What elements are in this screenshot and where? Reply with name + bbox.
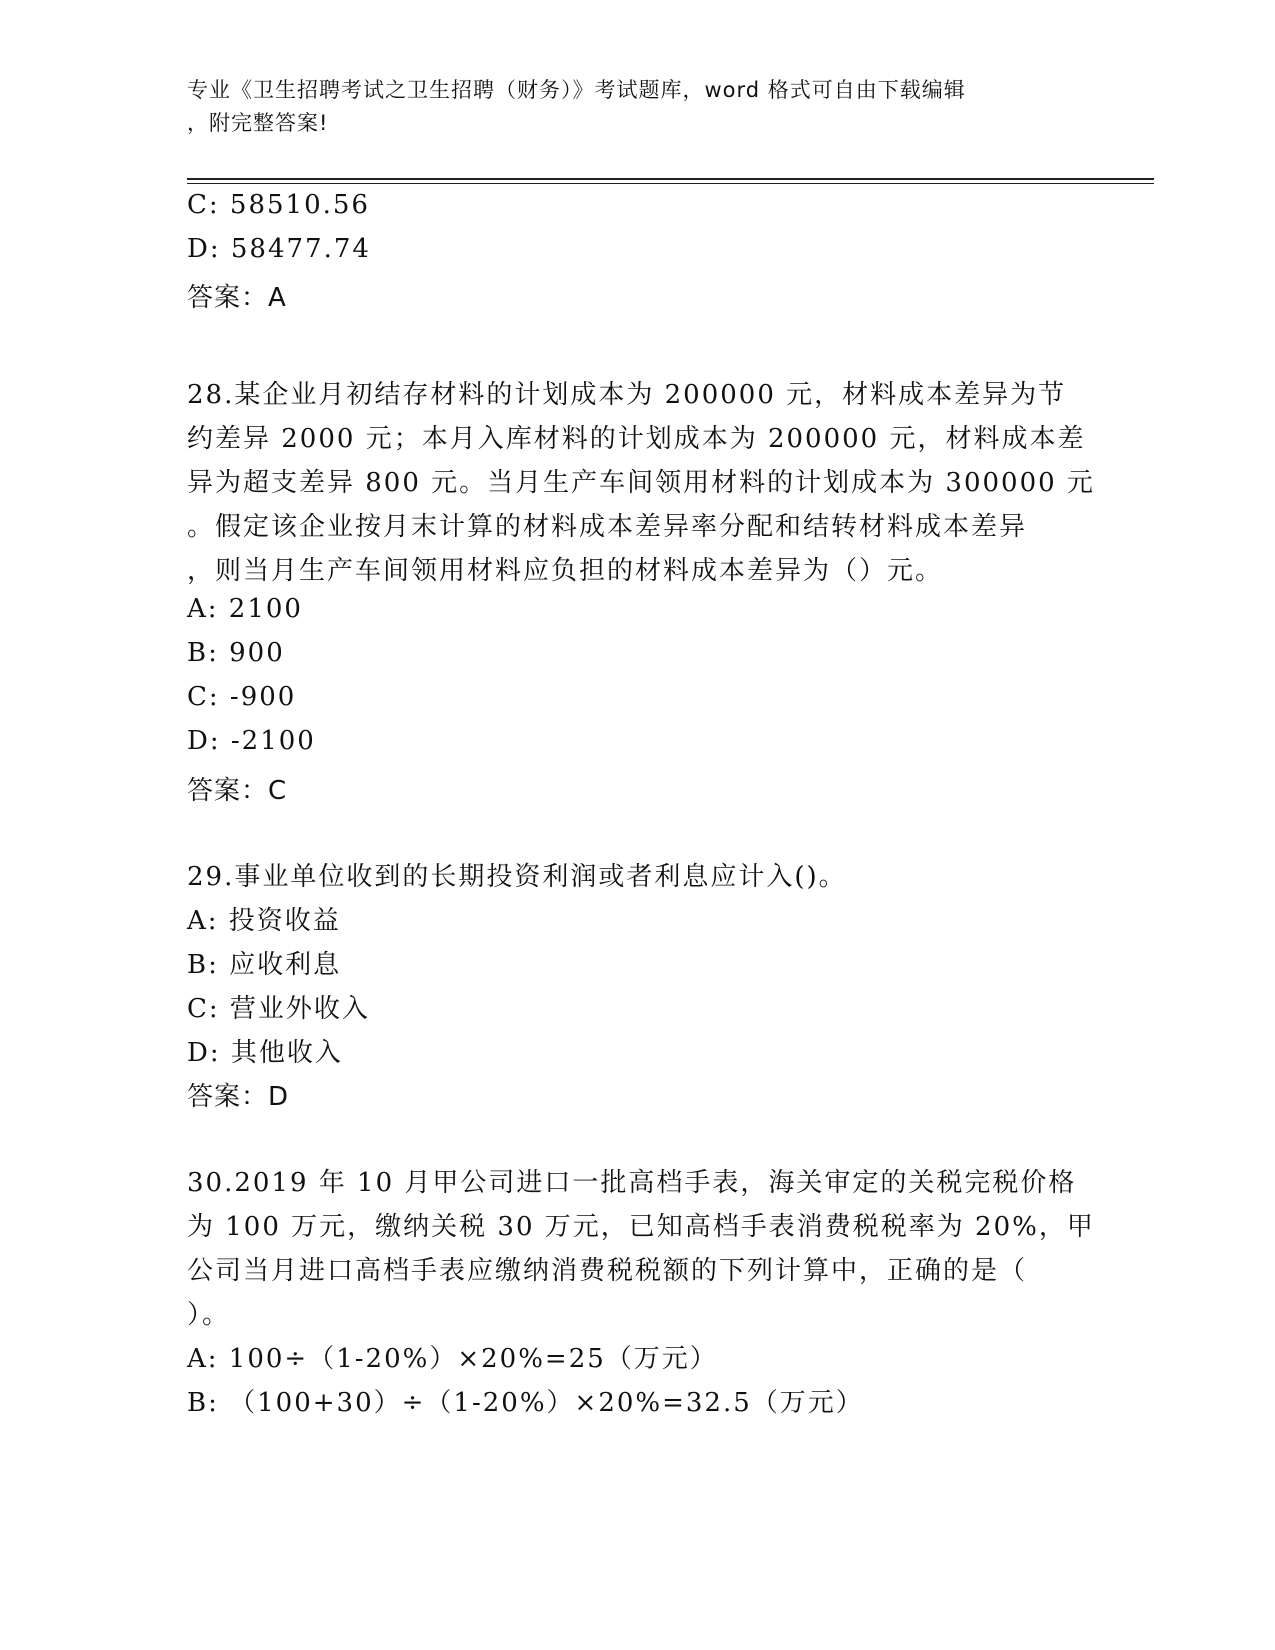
q28-stem-line: 28.某企业月初结存材料的计划成本为 200000 元，材料成本差异为节: [187, 380, 1067, 410]
q30-option-a: A: 100÷（1-20%）×20%=25（万元）: [187, 1344, 718, 1374]
q28-option-d: D: -2100: [187, 726, 316, 756]
q28-stem-line: ，则当月生产车间领用材料应负担的材料成本差异为（）元。: [187, 556, 944, 586]
prev-option-d: D: 58477.74: [187, 234, 371, 264]
q28-option-a: A: 2100: [187, 594, 303, 624]
prev-answer: 答案：A: [187, 283, 287, 313]
q29-option-b: B: 应收利息: [187, 950, 342, 980]
q29-option-d: D: 其他收入: [187, 1038, 343, 1068]
prev-option-c: C: 58510.56: [187, 190, 370, 220]
q30-option-b: B: （100+30）÷（1-20%）×20%=32.5（万元）: [187, 1388, 864, 1418]
q30-stem-line: 为 100 万元，缴纳关税 30 万元，已知高档手表消费税税率为 20%，甲: [187, 1212, 1095, 1242]
q28-stem-line: 。假定该企业按月末计算的材料成本差异率分配和结转材料成本差异: [187, 512, 1028, 542]
q28-stem-line: 异为超支差异 800 元。当月生产车间领用材料的计划成本为 300000 元: [187, 468, 1095, 498]
q28-answer: 答案：C: [187, 776, 288, 806]
q30-stem-line: 公司当月进口高档手表应缴纳消费税税额的下列计算中，正确的是（: [187, 1256, 1028, 1286]
q30-stem-line: ）。: [187, 1300, 231, 1330]
q30-stem-line: 30.2019 年 10 月甲公司进口一批高档手表，海关审定的关税完税价格: [187, 1168, 1077, 1198]
q29-stem-line: 29.事业单位收到的长期投资利润或者利息应计入()。: [187, 862, 847, 892]
q28-option-c: C: -900: [187, 682, 297, 712]
header-line-1: 专业《卫生招聘考试之卫生招聘（财务）》考试题库，word 格式可自由下载编辑: [187, 78, 966, 102]
header-divider-thin: [187, 183, 1154, 184]
document-header: [187, 74, 1067, 140]
q28-stem-line: 约差异 2000 元；本月入库材料的计划成本为 200000 元，材料成本差: [187, 424, 1086, 454]
q28-option-b: B: 900: [187, 638, 285, 668]
header-divider-thick: [187, 178, 1154, 180]
q29-option-a: A: 投资收益: [187, 906, 341, 936]
q29-answer: 答案：D: [187, 1082, 290, 1112]
header-line-2: ，附完整答案!: [187, 111, 329, 135]
q29-option-c: C: 营业外收入: [187, 994, 370, 1024]
